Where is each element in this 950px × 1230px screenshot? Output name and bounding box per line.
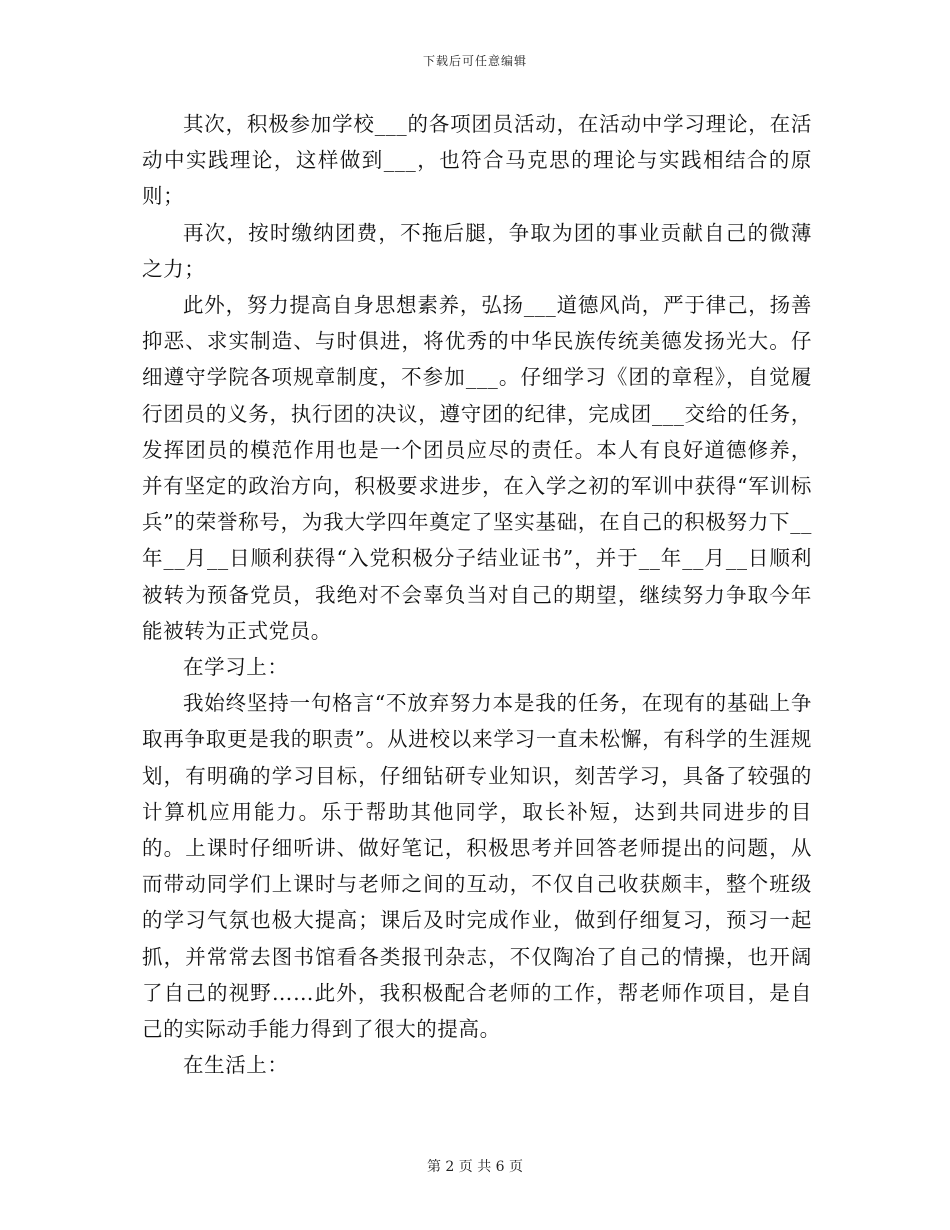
paragraph-additionally: 此外，努力提高自身思想素养，弘扬___道德风尚，严于律己，扬善抑恶、求实制造、与时俱进，将优秀的中华民族传统美德发扬光大。仔细遵守学院各项规章制度，不参加___。仔细学习《团的章程》，自觉履行团员的义务，执行团的决议，遵守团的纪律，完成团___交给的任务，发挥团员的模范作用也是一个团员应尽的责任。本人有良好道德修养，并有坚定的政治方向，积极要求进步，在入学之初的军训中获得“军训标兵”的荣誉称号，为我大学四年奠定了坚实基础，在自己的积极努力下__年__月__日顺利获得“入党积极分子结业证书”，并于__年__月__日顺利被转为预备党员，我绝对不会辜负当对自己的期望，继续努力争取今年能被转为正式党员。 [142, 293, 812, 643]
section-heading-life: 在生活上： [183, 1053, 289, 1078]
paragraph-study: 我始终坚持一句格言“不放弃努力本是我的任务，在现有的基础上争取再争取更是我的职责”。从进校以来学习一直未松懈，有科学的生涯规划，有明确的学习目标，仔细钻研专业知识，刻苦学习，具备了较强的计算机应用能力。乐于帮助其他同学，取长补短，达到共同进步的目的。上课时仔细听讲、做好笔记，积极思考并回答老师提出的问题，从而带动同学们上课时与老师之间的互动，不仅自己收获颇丰，整个班级的学习气氛也极大提高；课后及时完成作业，做到仔细复习，预习一起抓，并常常去图书馆看各类报刊杂志，不仅陶冶了自己的情操，也开阔了自己的视野……此外，我积极配合老师的工作，帮老师作项目，是自己的实际动手能力得到了很大的提高。 [142, 691, 812, 1042]
page-header: 下载后可任意编辑 [422, 54, 527, 68]
paragraph-secondly: 其次，积极参加学校___的各项团员活动，在活动中学习理论，在活动中实践理论，这样做到___，也符合马克思的理论与实践相结合的原则； [142, 112, 812, 209]
page-footer: 第 2 页 共 6 页 [426, 1159, 524, 1175]
paragraph-thirdly: 再次，按时缴纳团费，不拖后腿，争取为团的事业贡献自己的微薄之力； [142, 220, 812, 281]
document-body [142, 106, 812, 1083]
section-heading-study: 在学习上： [183, 655, 289, 680]
